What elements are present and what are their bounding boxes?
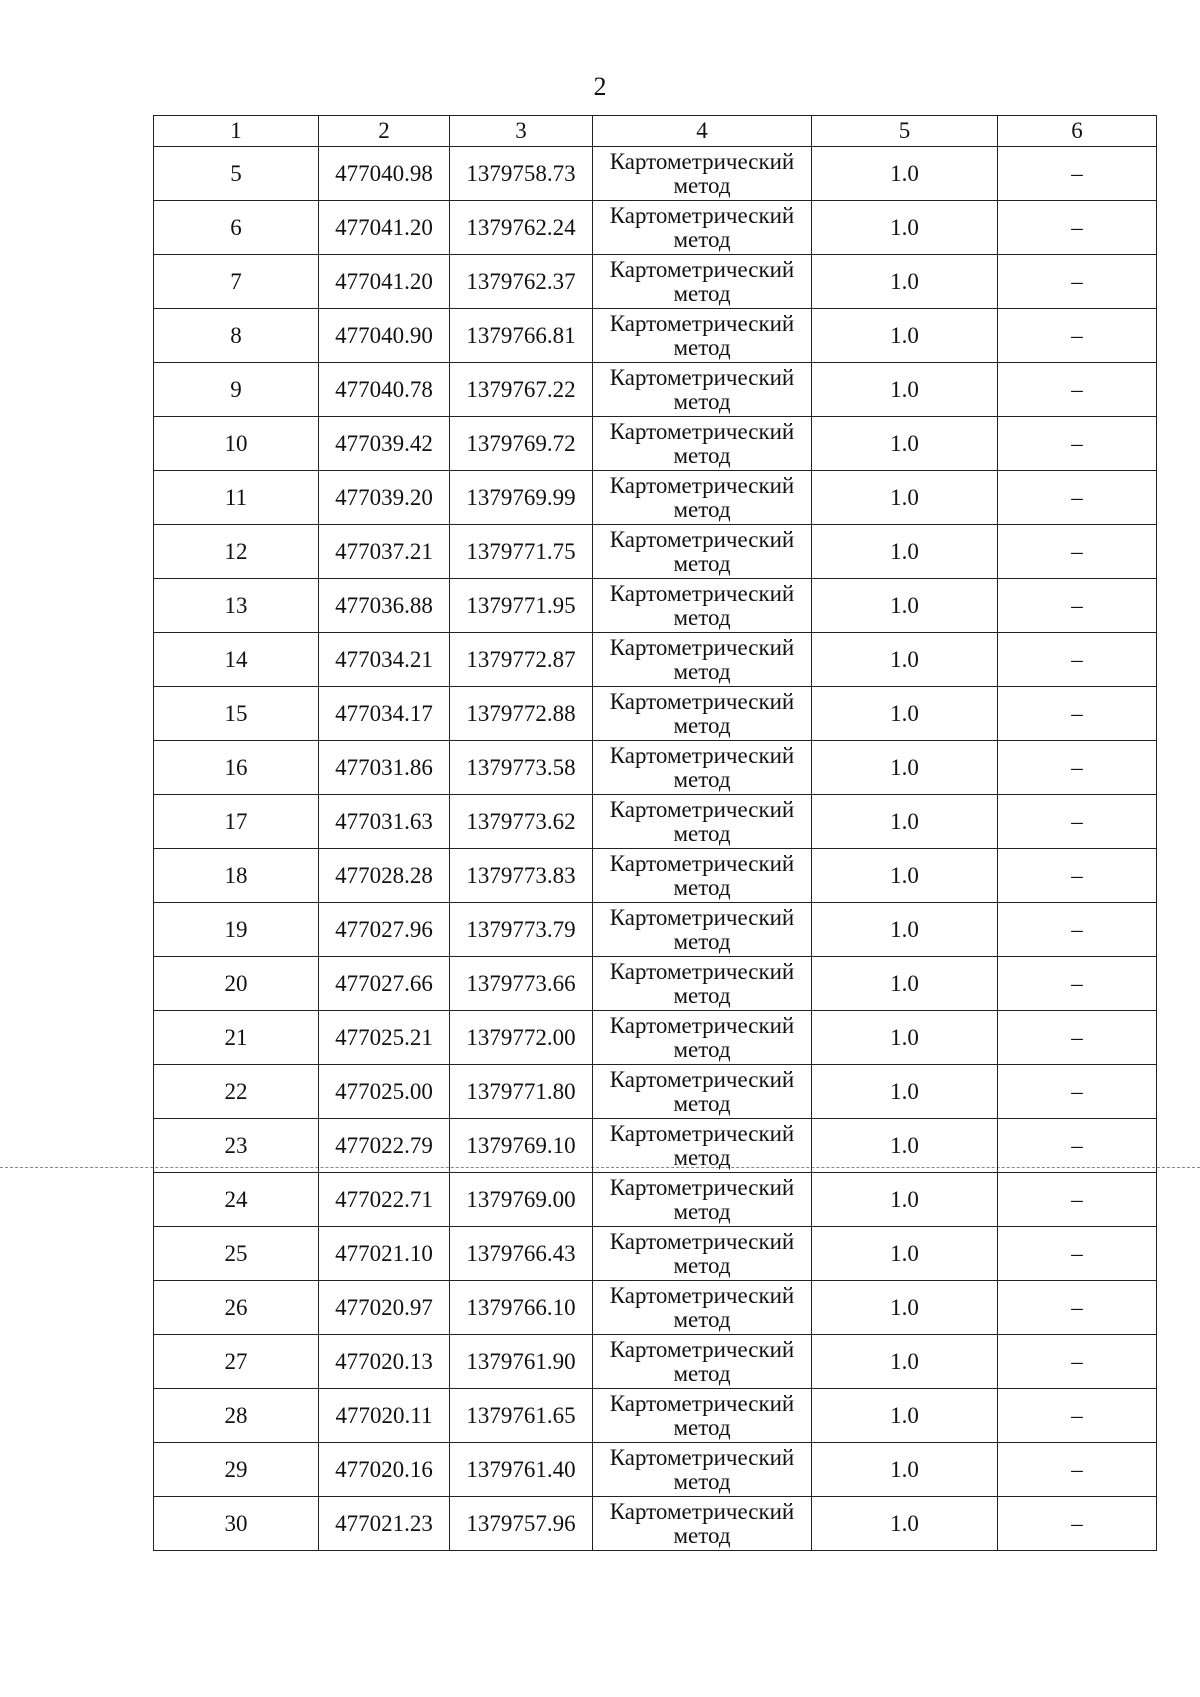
point-number-cell: 10 (154, 417, 319, 471)
table-row (154, 309, 1157, 363)
note-cell: – (998, 1443, 1157, 1497)
table-row (154, 1281, 1157, 1335)
point-number-cell: 14 (154, 633, 319, 687)
note-cell: – (998, 903, 1157, 957)
table-row (154, 1389, 1157, 1443)
accuracy-cell: 1.0 (812, 147, 998, 201)
point-number-cell: 17 (154, 795, 319, 849)
table-row (154, 525, 1157, 579)
table-row (154, 1497, 1157, 1551)
method-line-2: метод (673, 658, 731, 684)
method-cell (593, 1281, 812, 1335)
method-line-1: Картометрический (609, 580, 795, 606)
method-line-1: Картометрический (609, 634, 795, 660)
method-line-1: Картометрический (609, 1228, 795, 1254)
x-coordinate-cell: 477028.28 (319, 849, 450, 903)
point-number-cell: 20 (154, 957, 319, 1011)
x-coordinate-cell: 477034.17 (319, 687, 450, 741)
accuracy-cell: 1.0 (812, 579, 998, 633)
note-cell: – (998, 741, 1157, 795)
method-cell (593, 255, 812, 309)
x-coordinate-cell: 477027.96 (319, 903, 450, 957)
method-cell (593, 1119, 812, 1173)
method-cell (593, 741, 812, 795)
header-col-3: 3 (450, 116, 593, 147)
note-cell: – (998, 1011, 1157, 1065)
point-number-cell: 19 (154, 903, 319, 957)
method-cell (593, 687, 812, 741)
x-coordinate-cell: 477031.86 (319, 741, 450, 795)
point-number-cell: 21 (154, 1011, 319, 1065)
point-number-cell: 18 (154, 849, 319, 903)
y-coordinate-cell: 1379771.95 (450, 579, 593, 633)
method-line-1: Картометрический (609, 1444, 795, 1470)
x-coordinate-cell: 477039.42 (319, 417, 450, 471)
method-line-1: Картометрический (609, 418, 795, 444)
method-line-1: Картометрический (609, 1498, 795, 1524)
method-line-2: метод (673, 172, 731, 198)
accuracy-cell: 1.0 (812, 1389, 998, 1443)
method-line-1: Картометрический (609, 256, 795, 282)
method-cell (593, 1389, 812, 1443)
y-coordinate-cell: 1379769.10 (450, 1119, 593, 1173)
method-line-2: метод (673, 1144, 731, 1170)
point-number-cell: 24 (154, 1173, 319, 1227)
method-line-1: Картометрический (609, 1066, 795, 1092)
y-coordinate-cell: 1379769.72 (450, 417, 593, 471)
method-line-2: метод (673, 1306, 731, 1332)
note-cell: – (998, 795, 1157, 849)
accuracy-cell: 1.0 (812, 417, 998, 471)
note-cell: – (998, 1173, 1157, 1227)
table-row (154, 1335, 1157, 1389)
method-line-2: метод (673, 928, 731, 954)
y-coordinate-cell: 1379761.65 (450, 1389, 593, 1443)
accuracy-cell: 1.0 (812, 1443, 998, 1497)
table-row (154, 201, 1157, 255)
method-line-2: метод (673, 604, 731, 630)
y-coordinate-cell: 1379772.88 (450, 687, 593, 741)
point-number-cell: 11 (154, 471, 319, 525)
accuracy-cell: 1.0 (812, 201, 998, 255)
y-coordinate-cell: 1379769.99 (450, 471, 593, 525)
note-cell: – (998, 1227, 1157, 1281)
table-row (154, 579, 1157, 633)
y-coordinate-cell: 1379762.37 (450, 255, 593, 309)
method-cell (593, 471, 812, 525)
method-cell (593, 1065, 812, 1119)
note-cell: – (998, 1335, 1157, 1389)
point-number-cell: 13 (154, 579, 319, 633)
x-coordinate-cell: 477022.79 (319, 1119, 450, 1173)
accuracy-cell: 1.0 (812, 1173, 998, 1227)
table-row (154, 363, 1157, 417)
table-row (154, 471, 1157, 525)
accuracy-cell: 1.0 (812, 633, 998, 687)
y-coordinate-cell: 1379761.40 (450, 1443, 593, 1497)
method-line-1: Картометрический (609, 688, 795, 714)
x-coordinate-cell: 477039.20 (319, 471, 450, 525)
accuracy-cell: 1.0 (812, 903, 998, 957)
x-coordinate-cell: 477037.21 (319, 525, 450, 579)
method-line-1: Картометрический (609, 310, 795, 336)
method-line-2: метод (673, 1468, 731, 1494)
note-cell: – (998, 957, 1157, 1011)
point-number-cell: 7 (154, 255, 319, 309)
x-coordinate-cell: 477022.71 (319, 1173, 450, 1227)
note-cell: – (998, 525, 1157, 579)
x-coordinate-cell: 477040.90 (319, 309, 450, 363)
table-row (154, 147, 1157, 201)
x-coordinate-cell: 477021.10 (319, 1227, 450, 1281)
accuracy-cell: 1.0 (812, 849, 998, 903)
note-cell: – (998, 849, 1157, 903)
x-coordinate-cell: 477025.00 (319, 1065, 450, 1119)
table-row (154, 1227, 1157, 1281)
table-body (154, 147, 1157, 1551)
accuracy-cell: 1.0 (812, 525, 998, 579)
x-coordinate-cell: 477041.20 (319, 201, 450, 255)
method-line-2: метод (673, 496, 731, 522)
y-coordinate-cell: 1379773.79 (450, 903, 593, 957)
method-cell (593, 525, 812, 579)
y-coordinate-cell: 1379761.90 (450, 1335, 593, 1389)
table-row (154, 417, 1157, 471)
method-line-1: Картометрический (609, 958, 795, 984)
accuracy-cell: 1.0 (812, 255, 998, 309)
note-cell: – (998, 1389, 1157, 1443)
y-coordinate-cell: 1379771.80 (450, 1065, 593, 1119)
header-col-2: 2 (319, 116, 450, 147)
y-coordinate-cell: 1379772.87 (450, 633, 593, 687)
x-coordinate-cell: 477020.16 (319, 1443, 450, 1497)
method-cell (593, 957, 812, 1011)
x-coordinate-cell: 477031.63 (319, 795, 450, 849)
x-coordinate-cell: 477020.13 (319, 1335, 450, 1389)
method-line-2: метод (673, 1198, 731, 1224)
note-cell: – (998, 363, 1157, 417)
table-row (154, 903, 1157, 957)
point-number-cell: 30 (154, 1497, 319, 1551)
method-line-1: Картометрический (609, 1390, 795, 1416)
method-line-1: Картометрический (609, 148, 795, 174)
method-line-2: метод (673, 334, 731, 360)
point-number-cell: 5 (154, 147, 319, 201)
method-line-2: метод (673, 1090, 731, 1116)
x-coordinate-cell: 477020.97 (319, 1281, 450, 1335)
method-cell (593, 849, 812, 903)
method-line-2: метод (673, 1522, 731, 1548)
x-coordinate-cell: 477036.88 (319, 579, 450, 633)
method-cell (593, 633, 812, 687)
y-coordinate-cell: 1379762.24 (450, 201, 593, 255)
point-number-cell: 28 (154, 1389, 319, 1443)
accuracy-cell: 1.0 (812, 1119, 998, 1173)
note-cell: – (998, 417, 1157, 471)
table-row (154, 633, 1157, 687)
method-cell (593, 579, 812, 633)
method-cell (593, 201, 812, 255)
accuracy-cell: 1.0 (812, 741, 998, 795)
method-cell (593, 1497, 812, 1551)
accuracy-cell: 1.0 (812, 957, 998, 1011)
header-col-5: 5 (812, 116, 998, 147)
accuracy-cell: 1.0 (812, 795, 998, 849)
table-row (154, 957, 1157, 1011)
x-coordinate-cell: 477021.23 (319, 1497, 450, 1551)
point-number-cell: 16 (154, 741, 319, 795)
accuracy-cell: 1.0 (812, 687, 998, 741)
method-cell (593, 309, 812, 363)
y-coordinate-cell: 1379769.00 (450, 1173, 593, 1227)
y-coordinate-cell: 1379773.83 (450, 849, 593, 903)
accuracy-cell: 1.0 (812, 309, 998, 363)
table-row (154, 795, 1157, 849)
table-row (154, 1173, 1157, 1227)
point-number-cell: 29 (154, 1443, 319, 1497)
table-row (154, 255, 1157, 309)
accuracy-cell: 1.0 (812, 1335, 998, 1389)
accuracy-cell: 1.0 (812, 1497, 998, 1551)
table-row (154, 687, 1157, 741)
coordinates-table (153, 115, 1157, 1551)
x-coordinate-cell: 477025.21 (319, 1011, 450, 1065)
note-cell: – (998, 471, 1157, 525)
method-line-1: Картометрический (609, 526, 795, 552)
table-row (154, 1119, 1157, 1173)
method-cell (593, 1011, 812, 1065)
method-line-2: метод (673, 442, 731, 468)
point-number-cell: 15 (154, 687, 319, 741)
method-line-1: Картометрический (609, 1174, 795, 1200)
method-line-1: Картометрический (609, 472, 795, 498)
y-coordinate-cell: 1379773.66 (450, 957, 593, 1011)
y-coordinate-cell: 1379766.43 (450, 1227, 593, 1281)
point-number-cell: 9 (154, 363, 319, 417)
point-number-cell: 6 (154, 201, 319, 255)
method-cell (593, 1443, 812, 1497)
table-header-row (154, 116, 1157, 147)
method-line-2: метод (673, 1036, 731, 1062)
note-cell: – (998, 147, 1157, 201)
point-number-cell: 12 (154, 525, 319, 579)
y-coordinate-cell: 1379771.75 (450, 525, 593, 579)
method-line-1: Картометрический (609, 364, 795, 390)
method-line-2: метод (673, 874, 731, 900)
note-cell: – (998, 633, 1157, 687)
x-coordinate-cell: 477027.66 (319, 957, 450, 1011)
note-cell: – (998, 1497, 1157, 1551)
method-line-2: метод (673, 712, 731, 738)
accuracy-cell: 1.0 (812, 471, 998, 525)
point-number-cell: 27 (154, 1335, 319, 1389)
method-line-2: метод (673, 820, 731, 846)
y-coordinate-cell: 1379766.10 (450, 1281, 593, 1335)
accuracy-cell: 1.0 (812, 1011, 998, 1065)
note-cell: – (998, 687, 1157, 741)
note-cell: – (998, 579, 1157, 633)
method-line-1: Картометрический (609, 904, 795, 930)
method-line-1: Картометрический (609, 202, 795, 228)
x-coordinate-cell: 477034.21 (319, 633, 450, 687)
method-line-1: Картометрический (609, 850, 795, 876)
accuracy-cell: 1.0 (812, 1281, 998, 1335)
table-row (154, 1011, 1157, 1065)
method-line-2: метод (673, 1360, 731, 1386)
method-cell (593, 1227, 812, 1281)
accuracy-cell: 1.0 (812, 1227, 998, 1281)
point-number-cell: 22 (154, 1065, 319, 1119)
table-row (154, 1443, 1157, 1497)
accuracy-cell: 1.0 (812, 363, 998, 417)
page-number: 2 (593, 72, 607, 101)
method-cell (593, 147, 812, 201)
table-row (154, 1065, 1157, 1119)
point-number-cell: 25 (154, 1227, 319, 1281)
method-line-1: Картометрический (609, 1012, 795, 1038)
note-cell: – (998, 1065, 1157, 1119)
note-cell: – (998, 309, 1157, 363)
y-coordinate-cell: 1379767.22 (450, 363, 593, 417)
y-coordinate-cell: 1379773.62 (450, 795, 593, 849)
method-line-2: метод (673, 766, 731, 792)
point-number-cell: 8 (154, 309, 319, 363)
header-col-4: 4 (593, 116, 812, 147)
method-line-1: Картометрический (609, 1282, 795, 1308)
x-coordinate-cell: 477040.78 (319, 363, 450, 417)
method-cell (593, 417, 812, 471)
table-row (154, 741, 1157, 795)
point-number-cell: 23 (154, 1119, 319, 1173)
y-coordinate-cell: 1379766.81 (450, 309, 593, 363)
note-cell: – (998, 1119, 1157, 1173)
method-line-1: Картометрический (609, 796, 795, 822)
accuracy-cell: 1.0 (812, 1065, 998, 1119)
method-cell (593, 903, 812, 957)
method-line-1: Картометрический (609, 742, 795, 768)
y-coordinate-cell: 1379772.00 (450, 1011, 593, 1065)
method-line-2: метод (673, 280, 731, 306)
y-coordinate-cell: 1379757.96 (450, 1497, 593, 1551)
x-coordinate-cell: 477040.98 (319, 147, 450, 201)
method-cell (593, 1173, 812, 1227)
method-line-2: метод (673, 1252, 731, 1278)
method-cell (593, 1335, 812, 1389)
note-cell: – (998, 201, 1157, 255)
method-cell (593, 363, 812, 417)
method-line-1: Картометрический (609, 1336, 795, 1362)
y-coordinate-cell: 1379758.73 (450, 147, 593, 201)
method-cell (593, 795, 812, 849)
table-row (154, 849, 1157, 903)
method-line-2: метод (673, 226, 731, 252)
method-line-2: метод (673, 550, 731, 576)
y-coordinate-cell: 1379773.58 (450, 741, 593, 795)
header-col-1: 1 (154, 116, 319, 147)
method-line-2: метод (673, 1414, 731, 1440)
method-line-2: метод (673, 388, 731, 414)
note-cell: – (998, 1281, 1157, 1335)
method-line-2: метод (673, 982, 731, 1008)
point-number-cell: 26 (154, 1281, 319, 1335)
x-coordinate-cell: 477020.11 (319, 1389, 450, 1443)
method-line-1: Картометрический (609, 1120, 795, 1146)
header-col-6: 6 (998, 116, 1157, 147)
note-cell: – (998, 255, 1157, 309)
x-coordinate-cell: 477041.20 (319, 255, 450, 309)
